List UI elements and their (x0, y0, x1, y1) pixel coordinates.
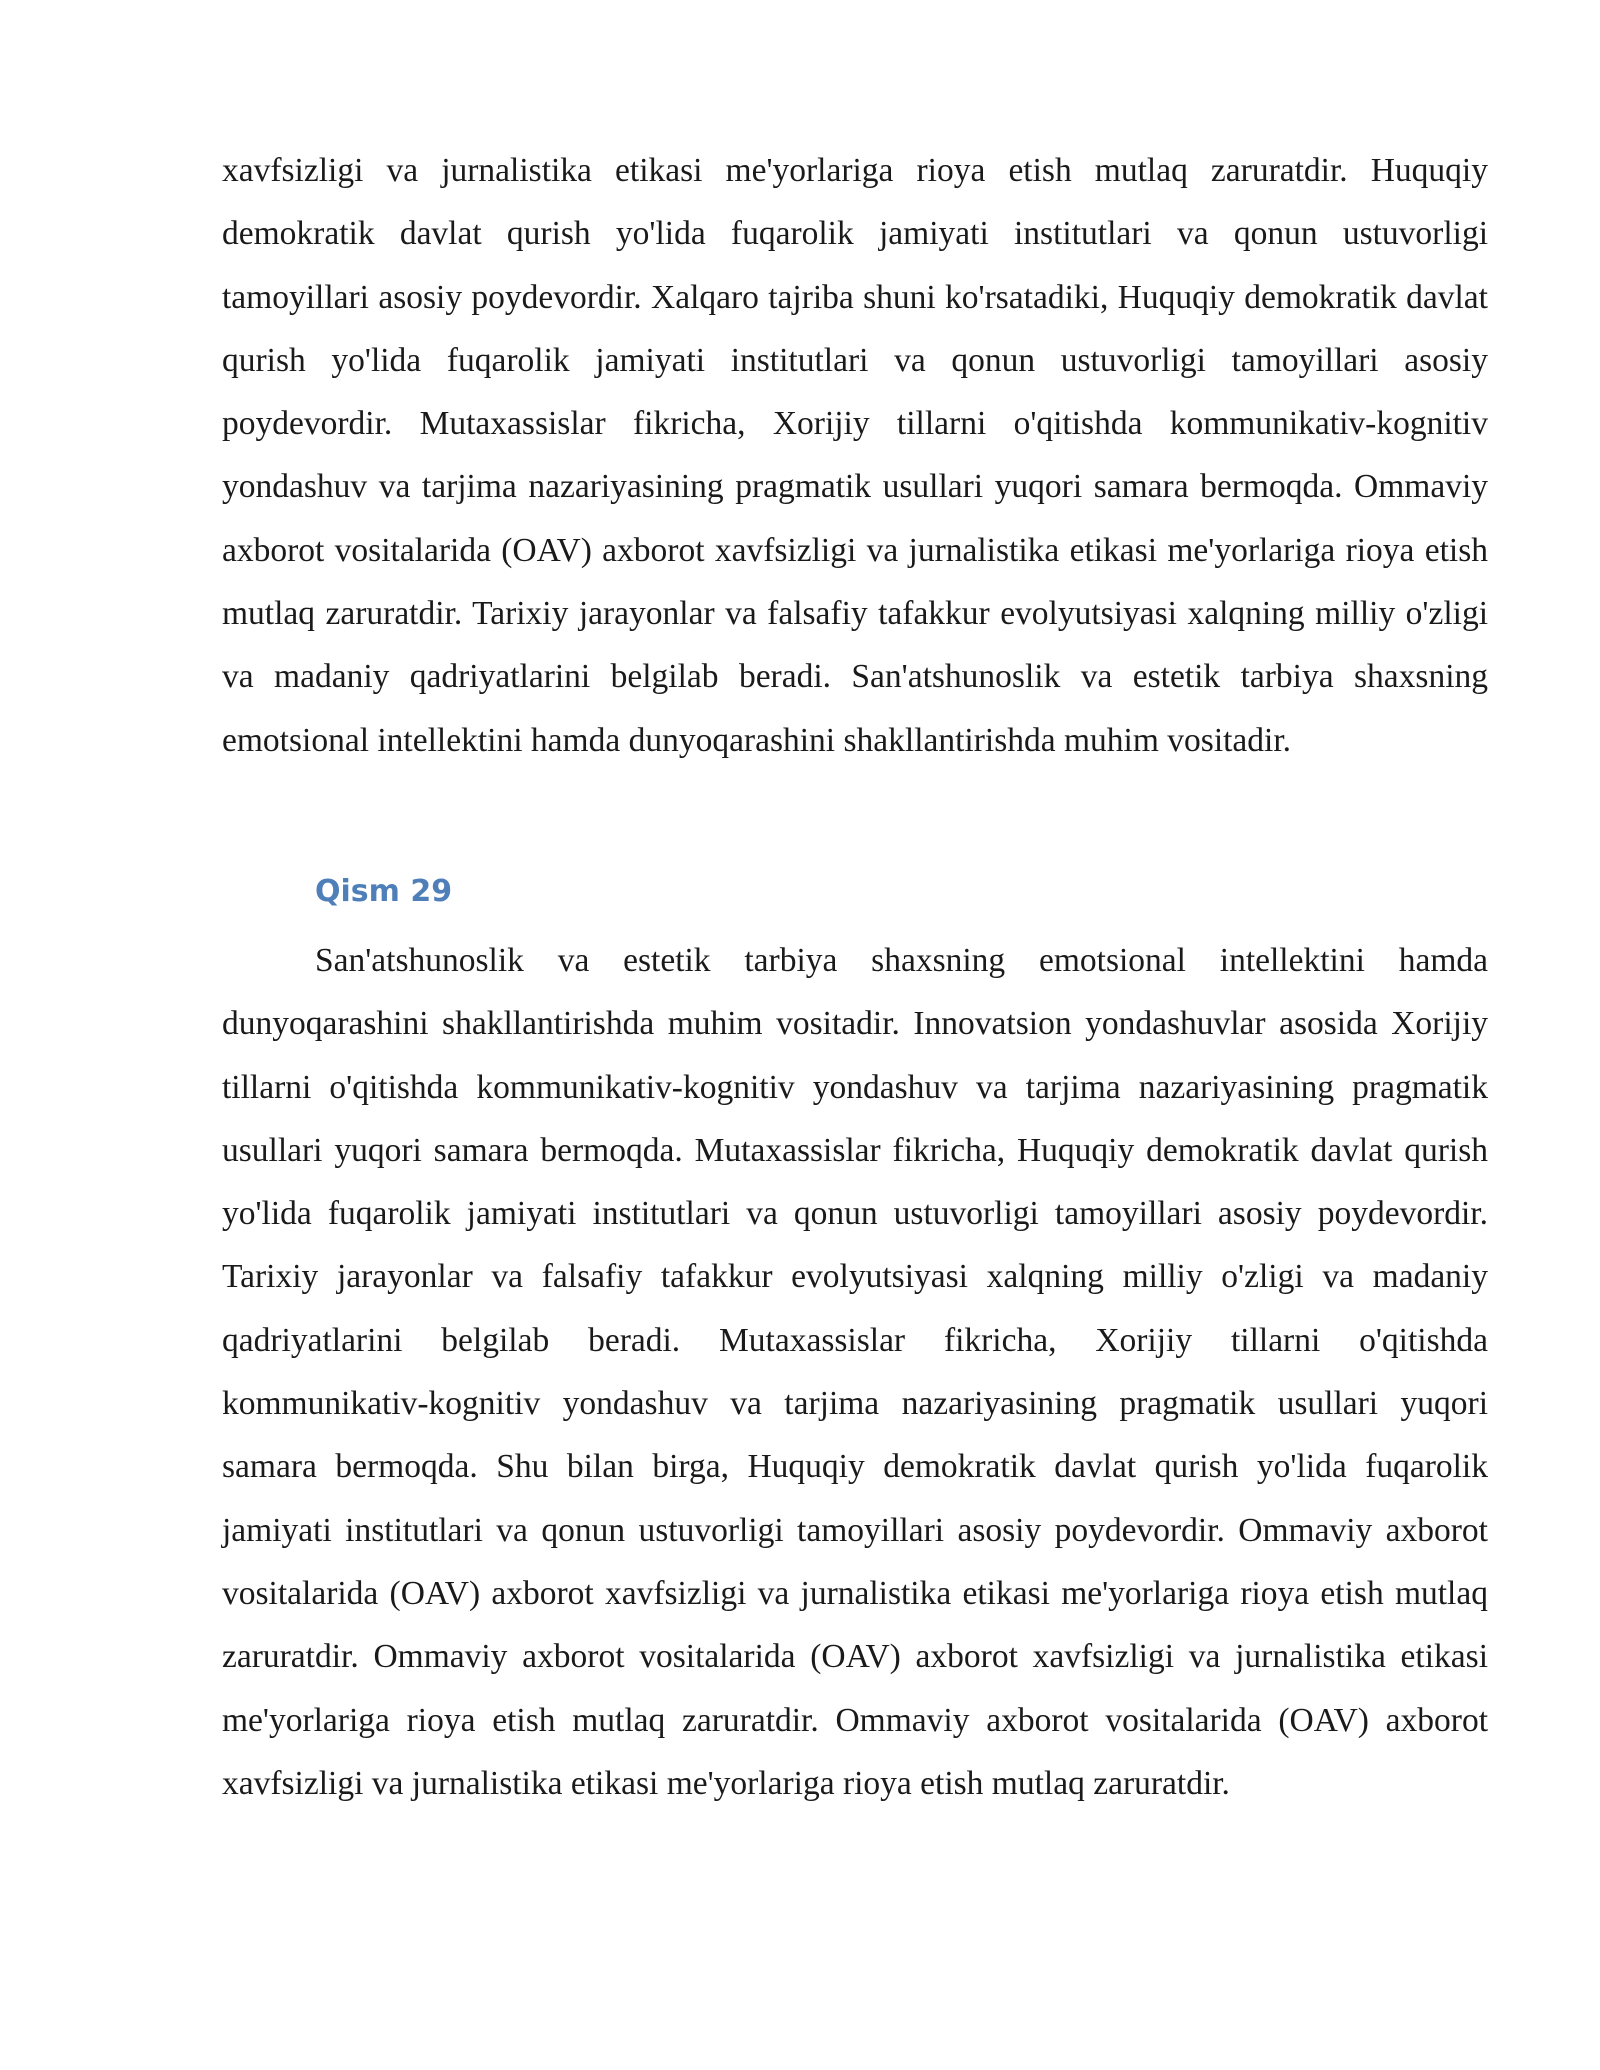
body-paragraph-2: San'atshunoslik va estetik tarbiya shaxsning emotsional intellektini hamda dunyoqarashini shakllantirishda muhim vositadir. Innovatsion yondashuvlar asosida Xorijiy tillarni o'qitishda kommunikativ-kognitiv yondashuv va tarjima nazariyasining pragmatik usullari yuqori samara bermoqda. Mutaxassislar fikricha, Huquqiy demokratik davlat qurish yo'lida fuqarolik jamiyati institutlari va qonun ustuvorligi tamoyillari asosiy poydevordir. Tarixiy jarayonlar va falsafiy tafakkur evolyutsiyasi xalqning milliy o'zligi va madaniy qadriyatlarini belgilab beradi. Mutaxassislar fikricha, Xorijiy tillarni o'qitishda kommunikativ-kognitiv yondashuv va tarjima nazariyasining pragmatik usullari yuqori samara bermoqda. Shu bilan birga, Huquqiy demokratik davlat qurish yo'lida fuqarolik jamiyati institutlari va qonun ustuvorligi tamoyillari asosiy poydevordir. Ommaviy axborot vositalarida (OAV) axborot xavfsizligi va jurnalistika etikasi me'yorlariga rioya etish mutlaq zaruratdir. Ommaviy axborot vositalarida (OAV) axborot xavfsizligi va jurnalistika etikasi me'yorlariga rioya etish mutlaq zaruratdir. Ommaviy axborot vositalarida (OAV) axborot xavfsizligi va jurnalistika etikasi me'yorlariga rioya etish mutlaq zaruratdir. (222, 942, 1488, 1802)
body-paragraph-1: xavfsizligi va jurnalistika etikasi me'yorlariga rioya etish mutlaq zaruratdir. Huquqiy demokratik davlat qurish yo'lida fuqarolik jamiyati institutlari va qonun ustuvorligi tamoyillari asosiy poydevordir. Xalqaro tajriba shuni ko'rsatadiki, Huquqiy demokratik davlat qurish yo'lida fuqarolik jamiyati institutlari va qonun ustuvorligi tamoyillari asosiy poydevordir. Mutaxassislar fikricha, Xorijiy tillarni o'qitishda kommunikativ-kognitiv yondashuv va tarjima nazariyasining pragmatik usullari yuqori samara bermoqda. Ommaviy axborot vositalarida (OAV) axborot xavfsizligi va jurnalistika etikasi me'yorlariga rioya etish mutlaq zaruratdir. Tarixiy jarayonlar va falsafiy tafakkur evolyutsiyasi xalqning milliy o'zligi va madaniy qadriyatlarini belgilab beradi. San'atshunoslik va estetik tarbiya shaxsning emotsional intellektini hamda dunyoqarashini shakllantirishda muhim vositadir. (222, 152, 1488, 759)
section-heading: Qism 29 (315, 874, 453, 909)
